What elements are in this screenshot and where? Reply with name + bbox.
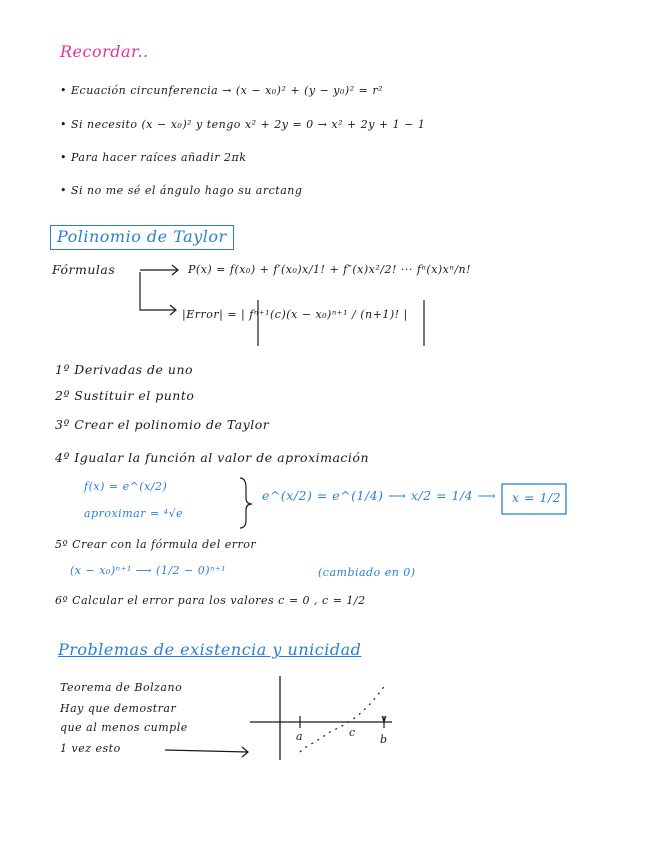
step-3: 3º Crear el polinomio de Taylor bbox=[55, 417, 270, 432]
step4-equation: e^(x/2) = e^(1/4) ⟶ x/2 = 1/4 ⟶ bbox=[262, 488, 497, 503]
step-1: 1º Derivadas de uno bbox=[55, 362, 194, 377]
bullet-text: Si no me sé el ángulo hago su arctang bbox=[71, 184, 303, 197]
error-formula: |Error| = | fⁿ⁺¹(c)(x − x₀)ⁿ⁺¹ / (n+1)! | bbox=[182, 308, 408, 321]
step5-note: (cambiado en 0) bbox=[318, 566, 416, 579]
bolzano-line-2: Hay que demostrar bbox=[60, 702, 177, 715]
step4-result: x = 1/2 bbox=[512, 490, 562, 505]
bullet-text: Para hacer raíces añadir 2πk bbox=[71, 151, 247, 164]
bullet-circumference: • Ecuación circunferencia → (x − x₀)² + (y − y₀)² = r² bbox=[60, 84, 384, 97]
step-4: 4º Igualar la función al valor de aproximación bbox=[55, 450, 370, 465]
step5-expression: (x − x₀)ⁿ⁺¹ ⟶ (1/2 − 0)ⁿ⁺¹ bbox=[70, 564, 227, 577]
graph-label-c: c bbox=[349, 726, 356, 739]
problems-title: Problemas de existencia y unicidad bbox=[58, 640, 362, 659]
bullet-angle: • Si no me sé el ángulo hago su arctang bbox=[60, 184, 303, 197]
taylor-title: Polinomio de Taylor bbox=[50, 225, 234, 250]
bolzano-line-4: 1 vez esto bbox=[60, 742, 121, 755]
bullet-complete-square: • Si necesito (x − x₀)² y tengo x² + 2y = 0 → x² + 2y + 1 − 1 bbox=[60, 118, 426, 131]
step4-approximation: aproximar = ⁴√e bbox=[84, 507, 184, 520]
bolzano-line-1: Teorema de Bolzano bbox=[60, 681, 183, 694]
recordar-heading: Recordar.. bbox=[60, 42, 149, 61]
graph-label-b: b bbox=[380, 733, 388, 746]
formulas-label: Fórmulas bbox=[52, 262, 116, 277]
graph-label-a: a bbox=[296, 730, 304, 743]
bullet-text: Ecuación circunferencia → (x − x₀)² + (y − y₀)² = r² bbox=[71, 84, 384, 97]
taylor-polynomial-formula: P(x) = f(x₀) + f′(x₀)x/1! + f″(x)x²/2! ··· fⁿ(x)xⁿ/n! bbox=[188, 263, 472, 276]
step-2: 2º Sustituir el punto bbox=[55, 388, 195, 403]
bolzano-line-3: que al menos cumple bbox=[60, 721, 188, 734]
bullet-roots: • Para hacer raíces añadir 2πk bbox=[60, 151, 247, 164]
step-5: 5º Crear con la fórmula del error bbox=[55, 538, 257, 551]
step-6: 6º Calcular el error para los valores c = 0 , c = 1/2 bbox=[55, 594, 366, 607]
bullet-text: Si necesito (x − x₀)² y tengo x² + 2y = 0 → x² + 2y + 1 − 1 bbox=[71, 118, 426, 131]
step4-function: f(x) = e^(x/2) bbox=[84, 480, 168, 493]
